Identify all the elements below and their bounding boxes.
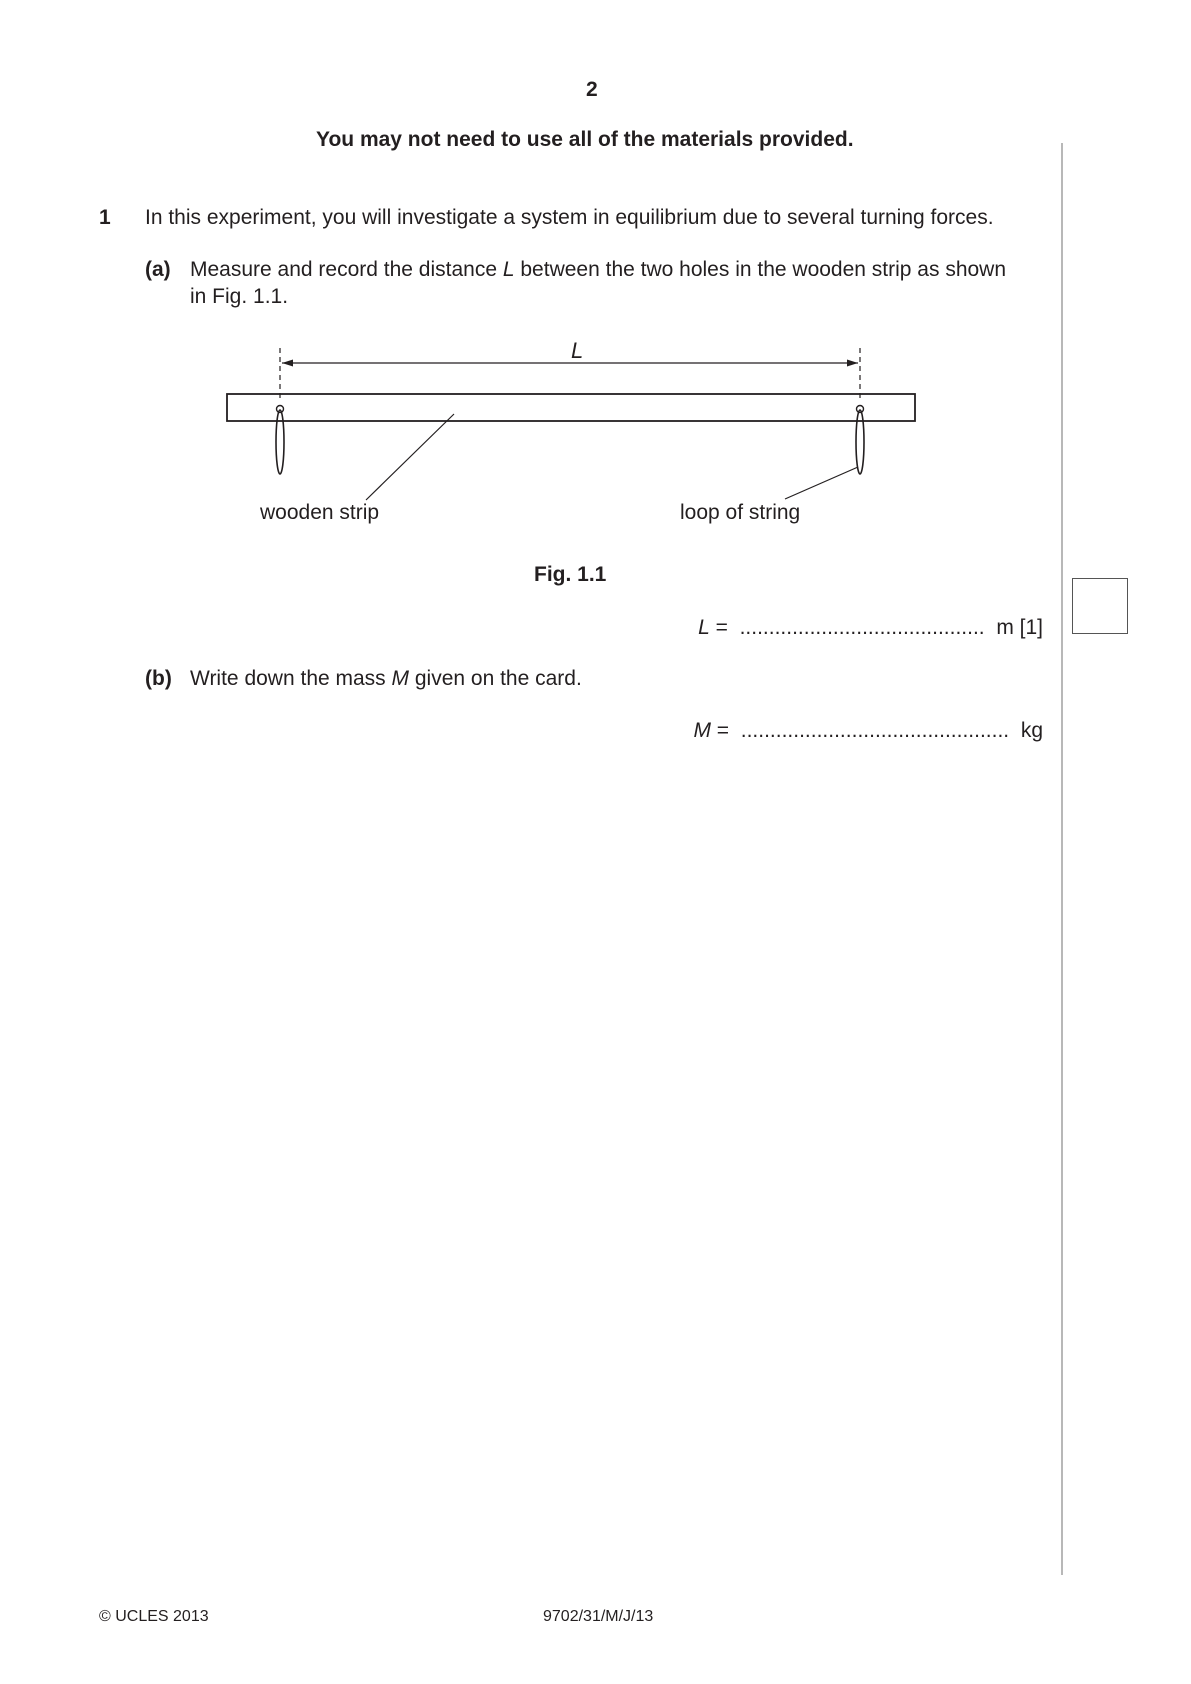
- part-b-text-before: Write down the mass: [190, 667, 392, 690]
- answer-b-variable: M: [693, 719, 711, 742]
- answer-b-dots[interactable]: ..............................................: [740, 719, 1010, 742]
- answer-a-dots[interactable]: ..........................................: [739, 616, 985, 639]
- answer-a-unit: m [1]: [996, 616, 1043, 639]
- left-hole: [277, 406, 284, 413]
- part-a-variable: L: [502, 258, 515, 281]
- loop-of-string-label: loop of string: [680, 501, 801, 524]
- part-b-label: (b): [145, 667, 172, 690]
- answer-b-equals: =: [710, 719, 730, 742]
- question-intro: In this experiment, you will investigate a system in equilibrium due to several turning forces.: [145, 206, 994, 229]
- figure-drawing: [200, 330, 960, 530]
- mark-box: [1072, 578, 1128, 634]
- materials-notice: You may not need to use all of the materials provided.: [316, 128, 854, 151]
- right-string-loop: [856, 410, 864, 474]
- answer-line-b: [693, 719, 1043, 743]
- wooden-strip-label: wooden strip: [260, 501, 380, 524]
- wooden-strip-leader: [366, 414, 454, 500]
- part-b-text: [190, 667, 582, 691]
- wooden-strip: [227, 394, 915, 421]
- dimension-arrowhead-left: [282, 360, 293, 367]
- answer-b-unit: kg: [1020, 719, 1043, 742]
- part-a-text: [190, 258, 1006, 282]
- part-a-label: (a): [145, 258, 171, 281]
- part-b-variable: M: [391, 667, 410, 690]
- right-hole: [857, 406, 864, 413]
- answer-a-equals: =: [709, 616, 728, 639]
- footer-copyright: © UCLES 2013: [99, 1608, 209, 1625]
- dimension-arrowhead-right: [847, 360, 858, 367]
- part-a-text-line2: in Fig. 1.1.: [190, 285, 289, 308]
- figure-1-1: [200, 330, 960, 530]
- page-number: 2: [586, 78, 598, 101]
- part-b-text-after: given on the card.: [409, 667, 582, 690]
- part-a-text-before: Measure and record the distance: [190, 258, 503, 281]
- answer-line-a: [698, 616, 1043, 640]
- dimension-label: L: [571, 338, 584, 363]
- part-a-text-after: between the two holes in the wooden strip as shown: [514, 258, 1007, 281]
- footer-code: 9702/31/M/J/13: [543, 1608, 654, 1625]
- margin-line: [1061, 143, 1063, 1575]
- left-string-loop: [276, 410, 284, 474]
- figure-caption: Fig. 1.1: [534, 563, 607, 586]
- loop-leader: [785, 467, 858, 499]
- answer-a-variable: L: [698, 616, 710, 639]
- question-number: 1: [99, 206, 111, 229]
